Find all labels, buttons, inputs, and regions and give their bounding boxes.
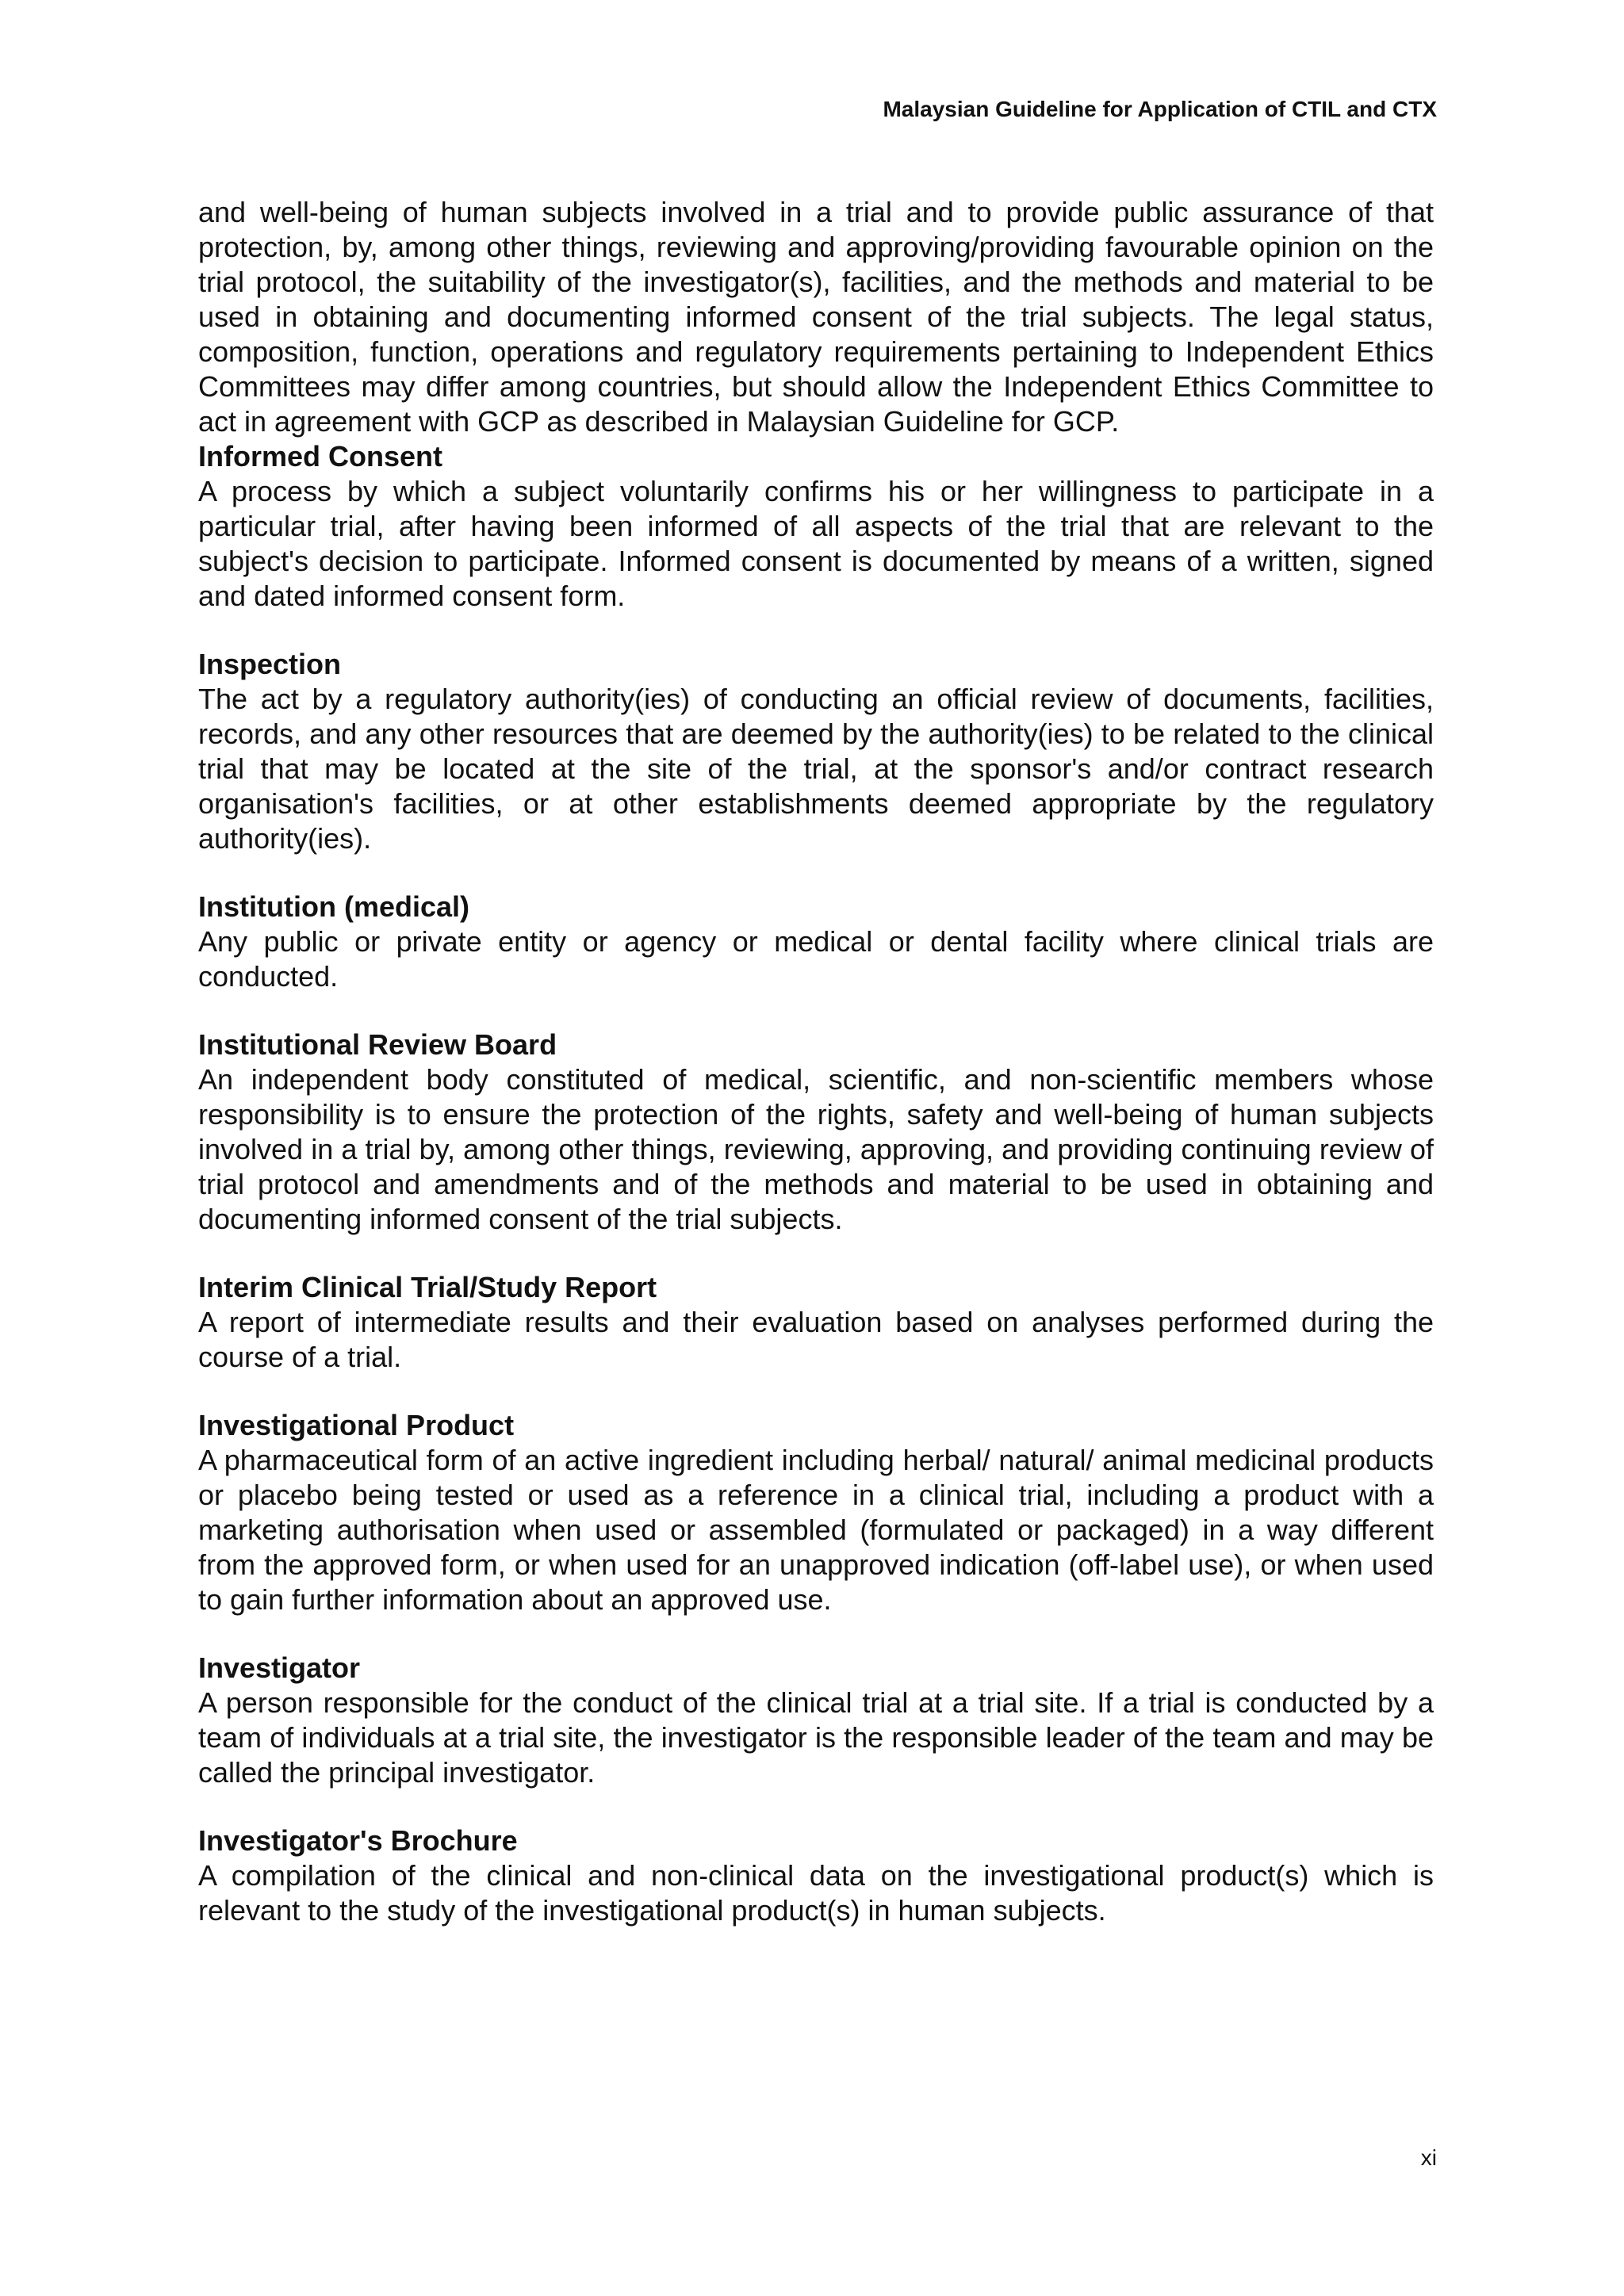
glossary-definition: Any public or private entity or agency or medical or dental facility where clinical trials are conducted. <box>198 925 1434 993</box>
glossary-definition: An independent body constituted of medical, scientific, and non-scientific members whose responsibility is to ensure the protection of the rights, safety and well-being of human subjects involved in a trial by, among other things, reviewing, approving, and providing continuing review of trial protocol and amendments and of the methods and material to be used in obtaining and documenting informed consent of the trial subjects. <box>198 1063 1434 1235</box>
glossary-term: Investigator <box>198 1651 361 1684</box>
glossary-entry-institution-medical <box>198 890 1434 994</box>
glossary-content <box>198 195 1434 1961</box>
glossary-definition: A pharmaceutical form of an active ingredient including herbal/ natural/ animal medicinal products or placebo being tested or used as a reference in a clinical trial, including a product with a marketing authorisation when used or assembled (formulated or packaged) in a way different from the approved form, or when used for an unapproved indication (off-label use), or when used to gain further information about an approved use. <box>198 1444 1434 1616</box>
glossary-definition: A person responsible for the conduct of the clinical trial at a trial site. If a trial is conducted by a team of individuals at a trial site, the investigator is the responsible leader of the team and may be called the principal investigator. <box>198 1686 1434 1789</box>
glossary-entry-institutional-review-board <box>198 1027 1434 1237</box>
glossary-definition: A process by which a subject voluntarily confirms his or her willingness to participate in a particular trial, after having been informed of all aspects of the trial that are relevant to the subject's decision to participate. Informed consent is documented by means of a written, signed and dated informed consent form. <box>198 475 1434 612</box>
intro-paragraph: and well-being of human subjects involved in a trial and to provide public assurance of that protection, by, among other things, reviewing and approving/providing favourable opinion on the trial protocol, the suitability of the investigator(s), facilities, and the methods and material to be used in obtaining and documenting informed consent of the trial subjects. The legal status, composition, function, operations and regulatory requirements pertaining to Independent Ethics Committees may differ among countries, but should allow the Independent Ethics Committee to act in agreement with GCP as described in Malaysian Guideline for GCP. <box>198 196 1434 438</box>
glossary-definition: A compilation of the clinical and non-clinical data on the investigational product(s) which is relevant to the study of the investigational product(s) in human subjects. <box>198 1859 1434 1927</box>
glossary-term: Informed Consent <box>198 440 443 473</box>
glossary-term: Inspection <box>198 648 342 680</box>
glossary-definition: The act by a regulatory authority(ies) of conducting an official review of documents, facilities, records, and any other resources that are deemed by the authority(ies) to be related to the clinical trial that may be located at the site of the trial, at the sponsor's and/or contract research organisation's facilities, or at other establishments deemed appropriate by the regulatory authority(ies). <box>198 683 1434 855</box>
glossary-term: Investigator's Brochure <box>198 1824 518 1857</box>
running-header-title: Malaysian Guideline for Application of CTIL and CTX <box>883 97 1437 121</box>
glossary-term: Institution (medical) <box>198 890 469 923</box>
glossary-definition: A report of intermediate results and their evaluation based on analyses performed during the course of a trial. <box>198 1306 1434 1373</box>
glossary-entry-interim-report <box>198 1270 1434 1375</box>
glossary-entry-investigational-product <box>198 1408 1434 1617</box>
glossary-entry-informed-consent <box>198 439 1434 614</box>
glossary-entry-investigator <box>198 1651 1434 1790</box>
glossary-term: Institutional Review Board <box>198 1028 557 1061</box>
glossary-entry-inspection <box>198 647 1434 856</box>
glossary-entry-investigators-brochure <box>198 1823 1434 1928</box>
glossary-term: Investigational Product <box>198 1409 515 1441</box>
page-number: xi <box>1420 2145 1437 2170</box>
glossary-term: Interim Clinical Trial/Study Report <box>198 1271 657 1303</box>
